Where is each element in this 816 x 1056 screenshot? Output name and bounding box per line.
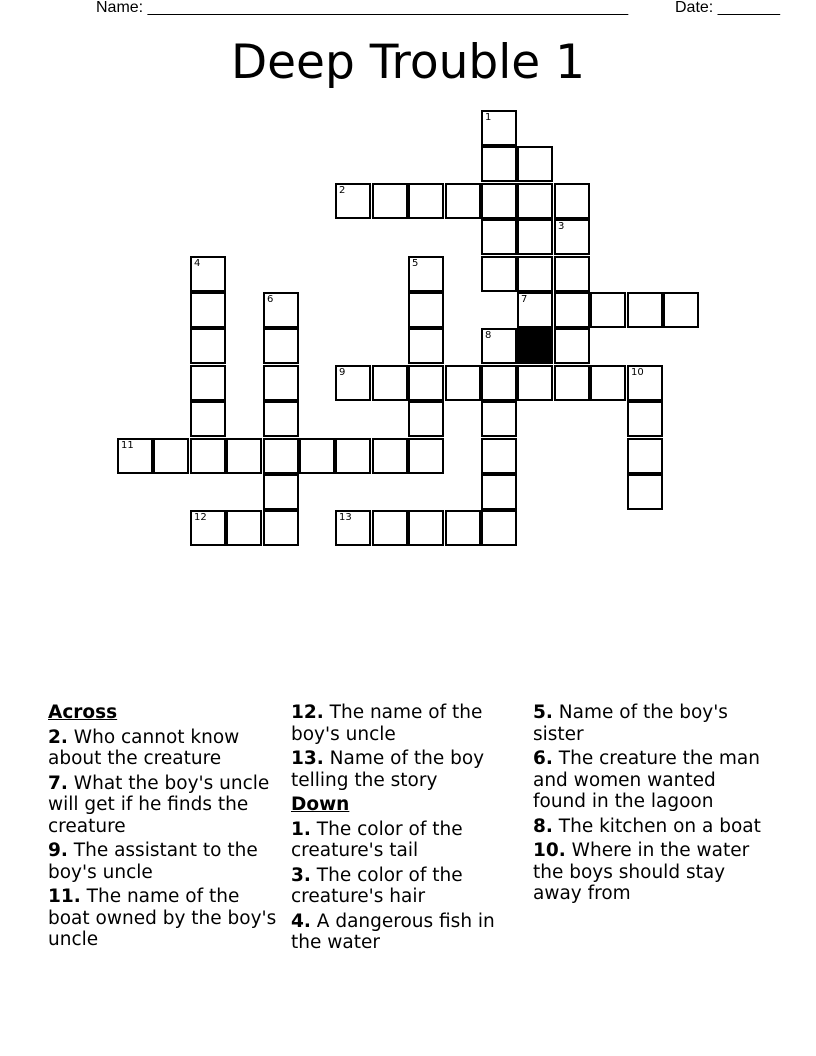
crossword-cell[interactable] — [445, 510, 481, 546]
crossword-cell[interactable] — [190, 510, 226, 546]
crossword-cell[interactable] — [554, 183, 590, 219]
down-clue-10 — [533, 840, 765, 905]
clue-text: Name of the boy telling the story — [291, 748, 485, 791]
crossword-cell[interactable] — [190, 438, 226, 474]
down-clue-4 — [291, 911, 523, 954]
clue-text: The creature the man and women wanted found in the lagoon — [533, 748, 760, 812]
crossword-cell[interactable] — [190, 292, 226, 328]
crossword-cell[interactable] — [408, 438, 444, 474]
cell-number: 9 — [339, 367, 346, 378]
crossword-cell[interactable] — [408, 328, 444, 364]
crossword-cell[interactable] — [481, 219, 517, 255]
crossword-cell[interactable] — [408, 183, 444, 219]
cell-number: 7 — [521, 294, 528, 305]
crossword-cell[interactable] — [190, 365, 226, 401]
crossword-cell[interactable] — [372, 510, 408, 546]
clue-number: 8. — [533, 815, 553, 837]
crossword-cell[interactable] — [627, 474, 663, 510]
crossword-cell[interactable] — [517, 256, 553, 292]
crossword-cell[interactable] — [481, 146, 517, 182]
crossword-cell[interactable] — [627, 438, 663, 474]
clue-number: 12. — [291, 702, 324, 723]
clue-text: Where in the water the boys should stay away from — [533, 840, 750, 904]
crossword-cell[interactable] — [517, 219, 553, 255]
crossword-cell[interactable] — [481, 256, 517, 292]
cell-number: 11 — [121, 440, 134, 451]
down-heading: Down — [291, 794, 350, 815]
clue-number: 11. — [48, 886, 81, 907]
clue-text: Name of the boy's sister — [533, 702, 728, 745]
crossword-cell[interactable] — [263, 474, 299, 510]
crossword-cell[interactable] — [554, 365, 590, 401]
across-heading: Across — [48, 702, 118, 723]
name-field: Name: ______________________________________________________ — [96, 0, 629, 16]
crossword-cell[interactable] — [190, 328, 226, 364]
crossword-cell[interactable] — [263, 510, 299, 546]
crossword-cell[interactable] — [517, 365, 553, 401]
crossword-cell[interactable] — [335, 183, 371, 219]
across-clue-12 — [291, 702, 523, 745]
crossword-cell[interactable] — [408, 256, 444, 292]
crossword-cell[interactable] — [335, 365, 371, 401]
crossword-cell[interactable] — [408, 292, 444, 328]
down-clue-6 — [533, 748, 765, 813]
clue-number: 7. — [48, 772, 68, 794]
crossword-cell[interactable] — [263, 438, 299, 474]
clue-text: What the boy's uncle will get if he finds the creature — [48, 772, 270, 837]
crossword-cell[interactable] — [517, 292, 553, 328]
crossword-cell[interactable] — [190, 401, 226, 437]
crossword-cell[interactable] — [481, 474, 517, 510]
down-clue-3 — [291, 865, 523, 908]
cell-number: 8 — [485, 330, 492, 341]
crossword-cell[interactable] — [627, 365, 663, 401]
across-clue-2 — [48, 727, 280, 770]
crossword-cell[interactable] — [554, 256, 590, 292]
down-clue-5 — [533, 702, 765, 745]
clue-text: The color of the creature's hair — [291, 864, 463, 907]
crossword-cell[interactable] — [372, 438, 408, 474]
crossword-cell[interactable] — [445, 183, 481, 219]
crossword-cell[interactable] — [153, 438, 189, 474]
crossword-cell[interactable] — [372, 365, 408, 401]
crossword-cell[interactable] — [299, 438, 335, 474]
crossword-cell[interactable] — [554, 292, 590, 328]
crossword-cell[interactable] — [517, 183, 553, 219]
black-cell — [517, 328, 553, 364]
crossword-cell[interactable] — [408, 510, 444, 546]
crossword-cell[interactable] — [481, 183, 517, 219]
crossword-cell[interactable] — [263, 401, 299, 437]
across-clue-7 — [48, 773, 280, 838]
crossword-cell[interactable] — [372, 183, 408, 219]
crossword-cell[interactable] — [481, 401, 517, 437]
crossword-cell[interactable] — [627, 401, 663, 437]
crossword-cell[interactable] — [481, 365, 517, 401]
clue-number: 5. — [533, 702, 553, 723]
crossword-cell[interactable] — [408, 401, 444, 437]
clue-number: 6. — [533, 748, 553, 769]
crossword-cell[interactable] — [481, 110, 517, 146]
crossword-cell[interactable] — [263, 292, 299, 328]
cell-number: 10 — [631, 367, 644, 378]
across-clue-9 — [48, 840, 280, 883]
clue-text: The assistant to the boy's uncle — [48, 840, 258, 883]
clue-number: 1. — [291, 818, 311, 840]
clues-column-2 — [291, 702, 523, 957]
down-clue-1 — [291, 819, 523, 862]
clue-text: Who cannot know about the creature — [48, 726, 240, 769]
across-clue-11 — [48, 886, 280, 951]
crossword-cell[interactable] — [263, 328, 299, 364]
puzzle-title: Deep Trouble 1 — [230, 35, 586, 90]
clue-text: The kitchen on a boat — [558, 815, 761, 837]
crossword-cell[interactable] — [335, 510, 371, 546]
cell-number: 13 — [339, 512, 352, 523]
clue-number: 13. — [291, 748, 324, 769]
crossword-cell[interactable] — [481, 328, 517, 364]
clues-column-1 — [48, 702, 280, 954]
clue-number: 10. — [533, 840, 566, 861]
cell-number: 4 — [194, 258, 201, 269]
crossword-cell[interactable] — [517, 146, 553, 182]
clue-text: The name of the boy's uncle — [291, 702, 483, 745]
crossword-cell[interactable] — [481, 438, 517, 474]
crossword-cell[interactable] — [554, 219, 590, 255]
cell-number: 6 — [267, 294, 274, 305]
cell-number: 3 — [558, 221, 565, 232]
clue-number: 9. — [48, 840, 68, 861]
clue-number: 3. — [291, 864, 311, 886]
crossword-cell[interactable] — [554, 328, 590, 364]
clue-number: 2. — [48, 726, 68, 748]
clue-text: The name of the boat owned by the boy's uncle — [48, 886, 277, 950]
crossword-cell[interactable] — [663, 292, 699, 328]
crossword-cell[interactable] — [627, 292, 663, 328]
crossword-cell[interactable] — [117, 438, 153, 474]
crossword-cell[interactable] — [445, 365, 481, 401]
down-clue-8 — [533, 816, 765, 838]
date-field: Date: _______ — [675, 0, 780, 16]
cell-number: 2 — [339, 185, 346, 196]
crossword-cell[interactable] — [335, 438, 371, 474]
clue-text: The color of the creature's tail — [291, 818, 463, 861]
crossword-cell[interactable] — [590, 365, 626, 401]
crossword-cell[interactable] — [226, 510, 262, 546]
clues-column-3 — [533, 702, 765, 908]
cell-number: 12 — [194, 512, 207, 523]
crossword-cell[interactable] — [190, 256, 226, 292]
crossword-cell[interactable] — [408, 365, 444, 401]
cell-number: 5 — [412, 258, 419, 269]
clue-number: 4. — [291, 910, 311, 932]
crossword-cell[interactable] — [226, 438, 262, 474]
crossword-cell[interactable] — [481, 510, 517, 546]
crossword-cell[interactable] — [590, 292, 626, 328]
crossword-cell[interactable] — [263, 365, 299, 401]
cell-number: 1 — [485, 112, 492, 123]
clue-text: A dangerous fish in the water — [291, 910, 495, 953]
across-clue-13 — [291, 748, 523, 791]
